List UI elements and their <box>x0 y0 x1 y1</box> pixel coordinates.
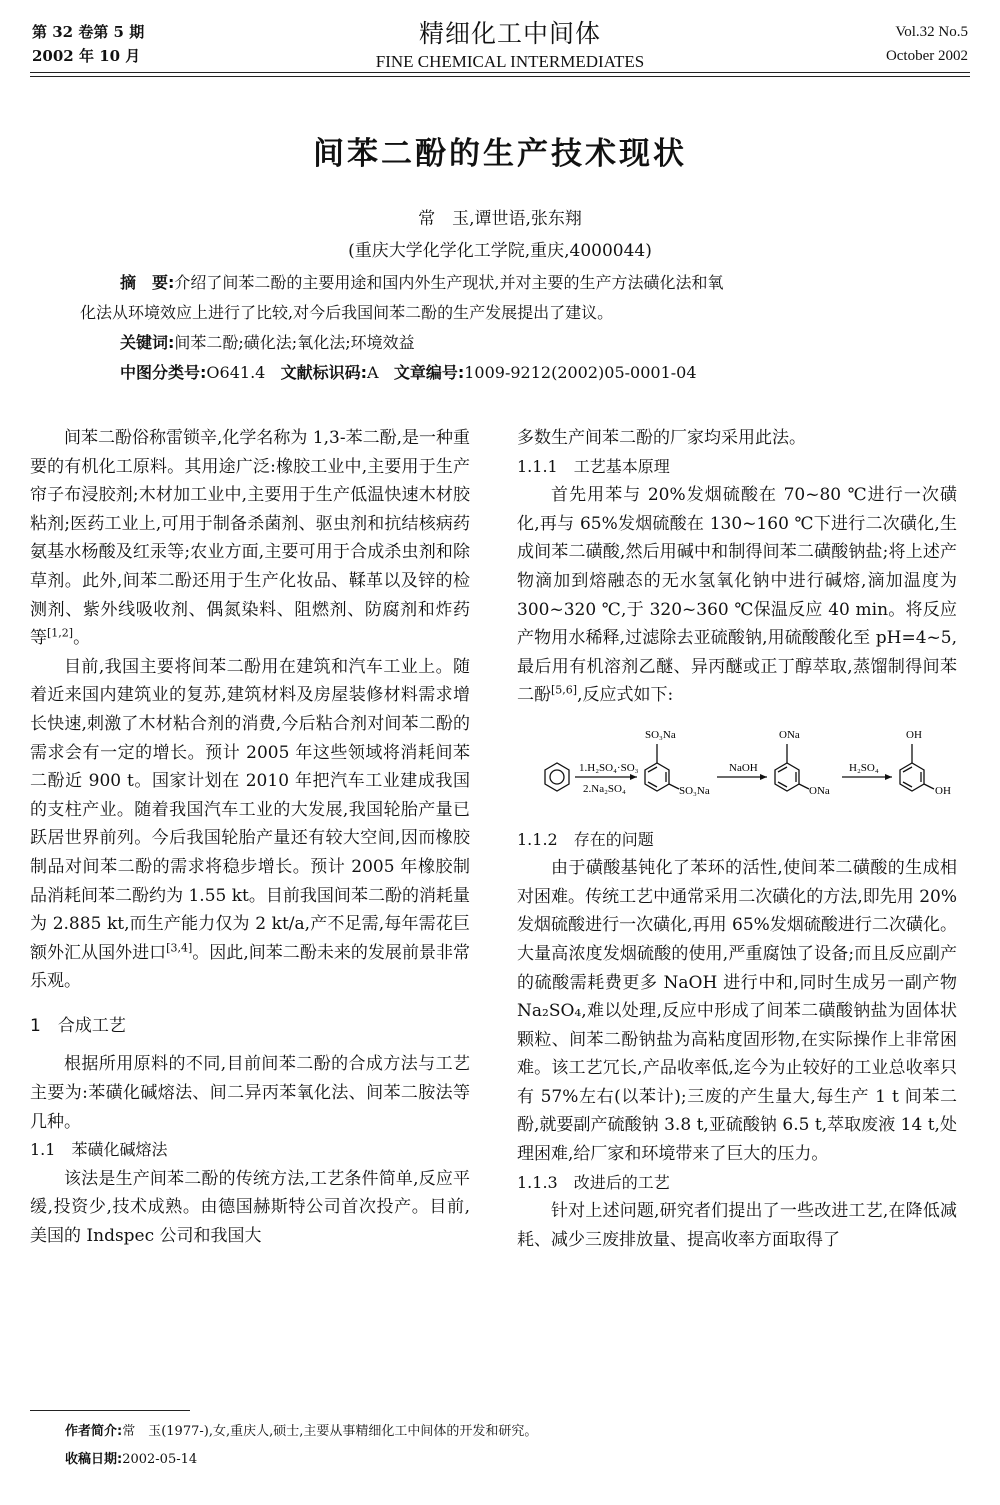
paragraph-usage <box>30 653 470 996</box>
oh-side-label: OH <box>935 784 951 797</box>
paragraph-intro-end: 。 <box>73 628 91 649</box>
paragraph-usage-end: 。因此,间苯二酚未来的发展前景非常乐观。 <box>30 942 471 992</box>
resorcinol-ring <box>900 744 934 791</box>
so3na-top-label: SO₃Na <box>645 728 676 741</box>
section-heading-1: 1 合成工艺 <box>30 1015 126 1036</box>
footnote <box>65 1418 537 1474</box>
issue-info-en <box>886 20 968 68</box>
affiliation: (重庆大学化学化工学院,重庆,4000044) <box>348 241 652 261</box>
step1-reagent-b: 2.Na₂SO₄ <box>583 782 626 795</box>
paper-title: 间苯二酚的生产技术现状 <box>313 136 687 172</box>
abstract-block <box>80 268 920 388</box>
arrowhead-2 <box>760 774 767 780</box>
footnote-rule <box>30 1410 190 1411</box>
author-bio-label: 作者简介: <box>65 1424 123 1439</box>
paragraph-usage-text: 目前,我国主要将间苯二酚用在建筑和汽车工业上。随着近来国内建筑业的复苏,建筑材料及房屋装修材料需求增长快速,刺激了木材粘合剂的消费,今后粘合剂对间苯二酚的需求会有一定的增长。预计 2005 年这些领域将消耗间苯二酚近 900 t。国家计划在 2010 年把汽车工业建成我国的支柱产业。随着我国汽车工业的大发展,我国轮胎产量已跃居世界前列。今后我国轮胎产量还有较大空间,因而橡胶制品对间苯二酚的需求将稳步增长。预计 2005 年橡胶制品消耗间苯二酚约为 1.55 kt。目前我国间苯二酚的消耗量为 2.885 kt,而生产能力仅为 2 kt/a,产不足需,每年需花巨额外汇从国外进口 <box>30 656 470 963</box>
paragraph-principle-text: 首先用苯与 20%发烟硫酸在 70~80 ℃进行一次磺化,再与 65%发烟硫酸在 130~160 ℃下进行二次磺化,生成间苯二磺酸,然后用碱中和制得间苯二磺酸钠盐;将上述产物滴加到熔融态的无水氢氧化钠中进行碱熔,滴加温度为 300~320 ℃,于 320~360 ℃保温反应 40 min。将反应产物用水稀释,过滤除去亚硫酸钠,用硫酸酸化至 pH=4~5,最后用有机溶剂乙醚、异丙醚或正丁醇萃取,蒸馏制得间苯二酚 <box>517 485 957 706</box>
received-date-label: 收稿日期: <box>65 1452 123 1467</box>
aromatic-circle <box>550 770 564 784</box>
paragraph-problems: 由于磺酸基钝化了苯环的活性,使间苯二磺酸的生成相对困难。传统工艺中通常采用二次磺化的方法,即先用 20% 发烟硫酸进行一次磺化,再用 65%发烟硫酸进行二次磺化。大量高浓度发烟硫酸的使用,严重腐蚀了设备;而且反应副产的硫酸需耗费更多 NaOH 进行中和,同时生成另一副产物 Na₂SO₄,难以处理,反应中形成了间苯二磺酸钠盐为固体状颗粒、间苯二酚钠盐为高粘度固形物,在实际操作上非常困难。该工艺冗长,产品收率低,迄今为止较好的工业总收率只有 57%左右(以苯计);三废的产生量大,每生产 1 t 间苯二酚,就要副产硫酸钠 3.8 t,亚硫酸钠 6.5 t,萃取废液 14 t,处理困难,给厂家和环境带来了巨大的压力。 <box>517 858 957 1165</box>
classification-line <box>80 358 920 388</box>
keywords-label: 关键词: <box>120 333 175 352</box>
right-column <box>517 424 957 1254</box>
paragraph-continued: 多数生产间苯二酚的厂家均采用此法。 <box>517 428 806 448</box>
keywords-line <box>80 328 920 358</box>
arrowhead-3 <box>885 774 892 780</box>
keywords-text: 间苯二酚;磺化法;氧化法;环境效益 <box>174 333 415 352</box>
abstract-line1 <box>80 268 920 298</box>
issue-volume-en: Vol.32 No.5 <box>895 24 968 40</box>
benzene-ring <box>545 763 569 791</box>
authors: 常 玉,谭世语,张东翔 <box>418 209 582 229</box>
header-rule-thin <box>30 76 970 77</box>
received-date <box>65 1446 537 1474</box>
step3-reagent: H₂SO₄ <box>849 761 879 774</box>
phenoxide-ring <box>775 744 809 791</box>
issue-date: 2002 年 10 月 <box>32 47 141 65</box>
art-label: 文章编号: <box>393 363 465 382</box>
citation: [5,6] <box>551 683 578 697</box>
arrowhead-1 <box>630 774 637 780</box>
left-column <box>30 424 470 1251</box>
abstract-text1: 介绍了间苯二酚的主要用途和国内外生产现状,并对主要的生产方法磺化法和氧 <box>174 273 724 292</box>
issue-date-en: October 2002 <box>885 48 968 64</box>
doc-label: 文献标识码: <box>280 363 367 382</box>
paragraph-sulfonation: 该法是生产间苯二酚的传统方法,工艺条件简单,反应平缓,投资少,技术成熟。由德国赫斯特公司首次投产。目前,美国的 Indspec 公司和我国大 <box>30 1168 470 1247</box>
paragraph-methods: 根据所用原料的不同,目前间苯二酚的合成方法与工艺主要为:苯磺化碱熔法、间二异丙苯氧化法、间苯二胺法等几种。 <box>30 1054 470 1132</box>
ona-top-label: ONa <box>779 728 800 741</box>
section-heading-1-1: 1.1 苯磺化碱熔法 <box>30 1140 168 1160</box>
ona-side-label: ONa <box>809 784 830 797</box>
reaction-scheme <box>517 714 967 814</box>
disulfonate-ring <box>645 744 679 791</box>
received-date-text: 2002-05-14 <box>122 1452 198 1467</box>
issue-volume: 第 32 卷第 5 期 <box>32 23 145 41</box>
citation: [3,4] <box>166 941 193 955</box>
issue-info <box>32 20 144 68</box>
paragraph-intro <box>30 424 470 653</box>
section-heading-1-1-1: 1.1.1 工艺基本原理 <box>517 456 670 476</box>
step2-reagent: NaOH <box>729 761 758 774</box>
section-heading-1-1-2: 1.1.2 存在的问题 <box>517 829 654 849</box>
cls-label: 中图分类号: <box>120 363 207 382</box>
author-bio <box>65 1418 537 1446</box>
header-rule <box>30 72 970 73</box>
journal-name-en: FINE CHEMICAL INTERMEDIATES <box>375 52 645 71</box>
cls-value: O641.4 <box>206 363 266 382</box>
section-heading-1-1-3: 1.1.3 改进后的工艺 <box>517 1172 670 1192</box>
paragraph-principle-end: ,反应式如下: <box>577 685 674 706</box>
journal-name-cn: 精细化工中间体 <box>418 19 601 48</box>
paragraph-intro-text: 间苯二酚俗称雷锁辛,化学名称为 1,3-苯二酚,是一种重要的有机化工原料。其用途广泛:橡胶工业中,主要用于生产帘子布浸胶剂;木材加工业中,主要用于生产低温快速木材胶粘剂;医药工业上,可用于制备杀菌剂、驱虫剂和抗结核病药氨基水杨酸及红汞等;农业方面,主要可用于合成杀虫剂和除草剂。此外,间苯二酚还用于生产化妆品、鞣革以及锌的检测剂、紫外线吸收剂、偶氮染料、阻燃剂、防腐剂和炸药等 <box>30 428 470 649</box>
author-bio-text: 常 玉(1977-),女,重庆人,硕士,主要从事精细化工中间体的开发和研究。 <box>122 1424 538 1439</box>
abstract-line2: 化法从环境效应上进行了比较,对今后我国间苯二酚的生产发展提出了建议。 <box>80 303 614 322</box>
step1-reagent-a: 1.H₂SO₄·SO₃ <box>579 761 639 774</box>
paragraph-improved: 针对上述问题,研究者们提出了一些改进工艺,在降低减耗、减少三废排放量、提高收率方面取得了 <box>517 1201 957 1250</box>
doc-value: A <box>367 363 379 382</box>
oh-top-label: OH <box>906 728 922 741</box>
abstract-label: 摘 要: <box>120 273 175 292</box>
citation: [1,2] <box>47 626 74 640</box>
journal-title <box>300 14 720 72</box>
paragraph-principle <box>517 481 957 710</box>
so3na-side-label: SO₃Na <box>679 784 710 797</box>
art-value: 1009-9212(2002)05-0001-04 <box>464 363 697 382</box>
